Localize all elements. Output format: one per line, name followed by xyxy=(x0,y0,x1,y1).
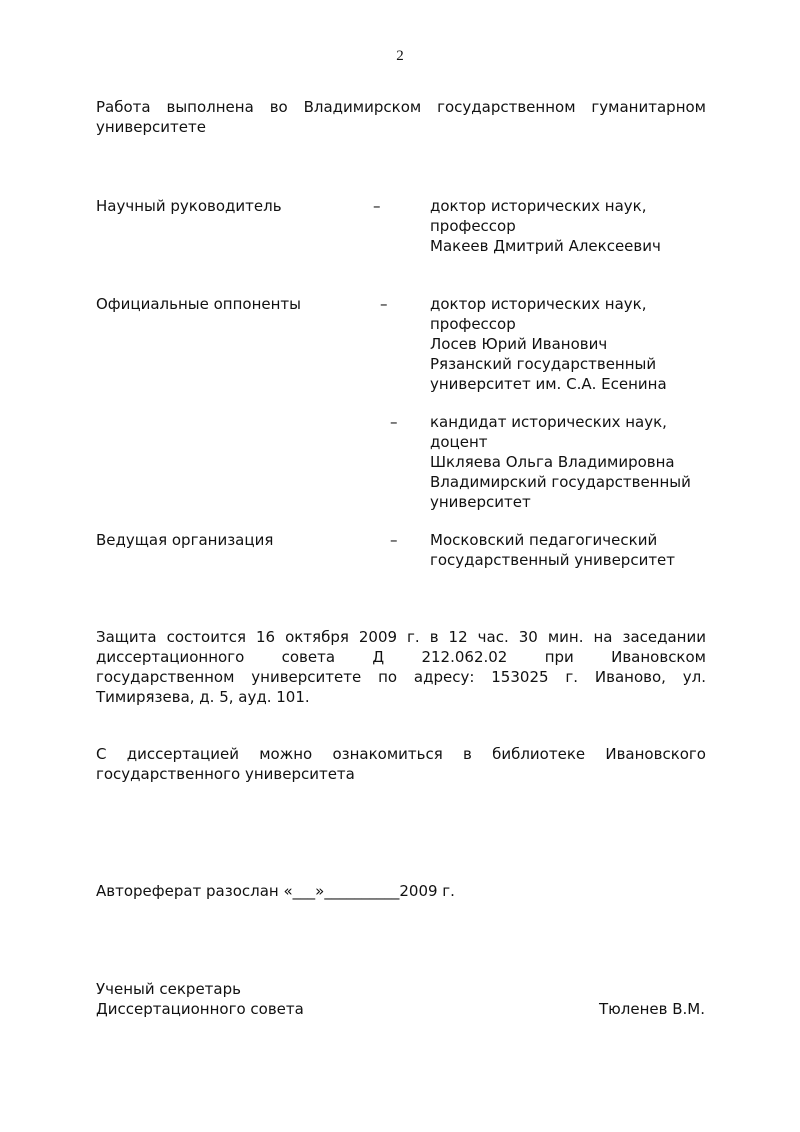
opponent-detail: университет им. С.А. Есенина xyxy=(430,375,667,393)
opponent-detail: профессор xyxy=(430,315,516,333)
defense-line: Защита состоится 16 октября 2009 г. в 12 час. 30 мин. на заседании xyxy=(96,628,706,646)
opponents-label: Официальные оппоненты xyxy=(96,295,301,313)
library-line: С диссертацией можно ознакомиться в библиотеке Ивановского xyxy=(96,745,706,763)
supervisor-detail: профессор xyxy=(430,217,516,235)
supervisor-detail: доктор исторических наук, xyxy=(430,197,647,215)
leading-org-label: Ведущая организация xyxy=(96,531,274,549)
defense-line: диссертационного совета Д 212.062.02 при Ивановском xyxy=(96,648,706,666)
supervisor-detail: Макеев Дмитрий Алексеевич xyxy=(430,237,661,255)
opponent-detail: кандидат исторических наук, xyxy=(430,413,667,431)
defense-line: государственном университете по адресу: 153025 г. Иваново, ул. xyxy=(96,668,706,686)
supervisor-dash: – xyxy=(373,197,381,215)
mailing-line: Автореферат разослан «___»__________2009 г. xyxy=(96,882,455,900)
opponent-detail: доктор исторических наук, xyxy=(430,295,647,313)
intro-line: Работа выполнена во Владимирском государственном гуманитарном xyxy=(96,98,706,116)
opponent-dash: – xyxy=(380,295,388,313)
opponent-detail: Рязанский государственный xyxy=(430,355,657,373)
library-paragraph xyxy=(96,744,706,784)
library-line: государственного университета xyxy=(96,765,355,783)
leading-org-detail: государственный университет xyxy=(430,551,676,569)
defense-paragraph xyxy=(96,627,706,707)
opponent-detail: Лосев Юрий Иванович xyxy=(430,335,608,353)
supervisor-label: Научный руководитель xyxy=(96,197,282,215)
secretary-name: Тюленев В.М. xyxy=(598,1000,705,1018)
page-number: 2 xyxy=(396,48,404,64)
leading-org-detail: Московский педагогический xyxy=(430,531,658,549)
intro-line: университете xyxy=(96,118,206,136)
secretary-title: Диссертационного совета xyxy=(96,1000,304,1018)
opponent-detail: университет xyxy=(430,493,531,511)
leading-org-dash: – xyxy=(390,531,398,549)
intro-paragraph xyxy=(96,97,706,137)
defense-line: Тимирязева, д. 5, ауд. 101. xyxy=(96,688,310,706)
secretary-title: Ученый секретарь xyxy=(96,980,241,998)
opponent-dash: – xyxy=(390,413,398,431)
opponent-detail: Шкляева Ольга Владимировна xyxy=(430,453,675,471)
opponent-detail: Владимирский государственный xyxy=(430,473,691,491)
opponent-detail: доцент xyxy=(430,433,488,451)
